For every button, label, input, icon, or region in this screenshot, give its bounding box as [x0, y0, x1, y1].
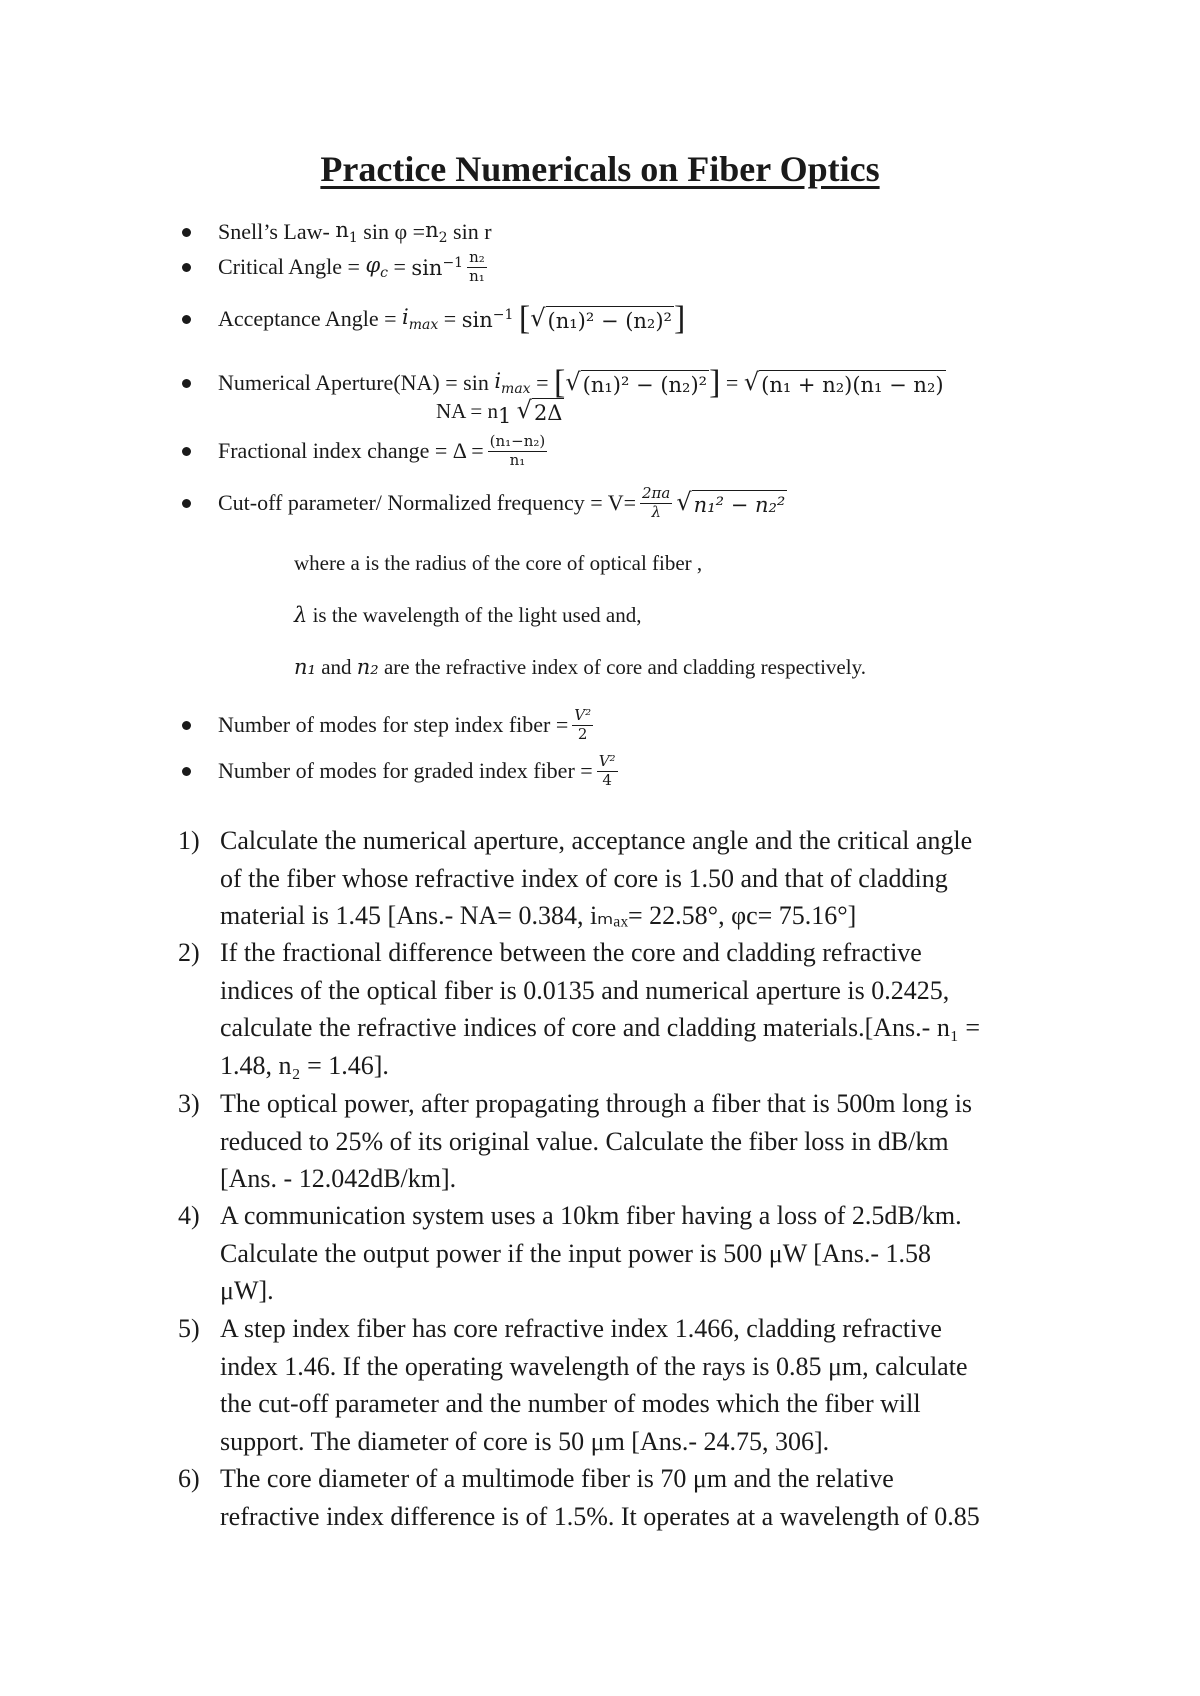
bullet-icon — [182, 228, 191, 237]
formula-cutoff-parameter — [218, 486, 787, 521]
cutoff-den: λ — [651, 502, 661, 521]
critical-label: Critical Angle = — [218, 254, 360, 280]
formula-step-modes — [218, 708, 597, 743]
snell-mid: sin φ = — [363, 219, 426, 245]
question-text: Calculate the numerical aperture, acceptance angle and the critical angle of the fiber whose refractive index of core is 1.50 and that of cladding material is 1.45 [Ans.- NA= 0.384, iₘₐₓ= 22.58°, φc= 75.16°] — [220, 826, 973, 930]
na2-lhs-sub: 1 — [498, 404, 512, 429]
question-number: 6) — [178, 1464, 200, 1493]
bullet-icon — [182, 721, 191, 730]
cutoff-num: 2πa — [642, 484, 671, 502]
bullet-icon — [182, 263, 191, 272]
question-text: If the fractional difference between the core and cladding refractive indices of the optical fiber is 0.0135 and numerical aperture is 0.2425, calculate the refractive indices of core and cladding materials.[Ans.- n₁ = 1.48, n₂ = 1.46]. — [220, 938, 981, 1080]
na-radicand2: (n₁ + n₂)(n₁ − n₂) — [759, 370, 945, 397]
cutoff-fraction — [640, 486, 672, 521]
acceptance-fn: sin — [461, 307, 493, 332]
na2-lhs: NA = n — [436, 399, 499, 423]
acceptance-fn-sup: −1 — [492, 306, 514, 323]
critical-sym-sub: c — [380, 265, 388, 282]
note-and: and — [321, 655, 352, 679]
na-sym-sub: max — [501, 381, 531, 398]
na-sqrt: √ (n₁)² − (n₂)² — [565, 367, 708, 397]
critical-fn-sup: −1 — [442, 254, 464, 271]
page-title: Practice Numericals on Fiber Optics — [320, 149, 880, 189]
critical-num: n₂ — [469, 248, 485, 266]
critical-eq: = — [393, 254, 406, 280]
snell-label: Snell’s Law- — [218, 219, 330, 245]
graded-modes-label: Number of modes for graded index fiber = — [218, 758, 593, 784]
step-modes-num: V² — [574, 706, 592, 724]
note-wavelength — [294, 603, 642, 628]
acceptance-sym: i — [402, 304, 409, 329]
graded-modes-fraction — [597, 754, 618, 789]
formula-na-delta — [436, 398, 564, 428]
fractional-label: Fractional index change = Δ = — [218, 438, 484, 464]
fractional-fraction — [488, 434, 548, 469]
question-text: A step index fiber has core refractive index 1.466, cladding refractive index 1.46. If the operating wavelength of the rays is 0.85 μm, calculate the cut-off parameter and the number of modes which the fiber will support. The diameter of core is 50 μm [Ans.- 24.75, 306]. — [220, 1314, 968, 1456]
question-number: 2) — [178, 938, 200, 967]
formula-numerical-aperture — [218, 366, 946, 400]
na2-sqrt: √ 2Δ — [516, 396, 563, 425]
acceptance-sym-sub: max — [408, 317, 439, 334]
snell-n: n — [335, 218, 349, 242]
open-bracket: [ — [518, 300, 531, 337]
snell-n-sub: 1 — [348, 230, 358, 247]
acceptance-sqrt: √ (n₁)² − (n₂)² — [530, 303, 672, 333]
acceptance-radicand: (n₁)² − (n₂)² — [546, 306, 674, 333]
bullet-icon — [182, 379, 191, 388]
acceptance-label: Acceptance Angle = — [218, 306, 397, 331]
formula-acceptance-angle — [218, 302, 685, 336]
snell-end: sin r — [453, 219, 492, 245]
na-sqrt2: √ (n₁ + n₂)(n₁ − n₂) — [743, 367, 944, 397]
question-number: 4) — [178, 1201, 200, 1230]
note-refractive-index — [294, 655, 866, 680]
note-wavelength-text: is the wavelength of the light used and, — [312, 603, 642, 627]
n2-symbol: n₂ — [356, 655, 379, 679]
bullet-icon — [182, 315, 191, 324]
cutoff-radicand: n₁² − n₂² — [692, 490, 788, 517]
formula-snell — [218, 218, 492, 246]
critical-sym: φ — [365, 253, 381, 278]
graded-modes-den: 4 — [602, 770, 612, 789]
cutoff-sqrt: √ n₁² − n₂² — [676, 487, 786, 517]
bullet-icon — [182, 499, 191, 508]
acceptance-eq: = — [443, 306, 457, 331]
na-eq: = — [536, 370, 549, 395]
step-modes-den: 2 — [577, 724, 588, 743]
critical-den: n₁ — [469, 266, 485, 285]
na-label: Numerical Aperture(NA) = sin — [218, 370, 489, 395]
critical-fraction — [467, 250, 487, 285]
lambda-symbol: λ — [294, 603, 308, 627]
graded-modes-num: V² — [598, 752, 616, 770]
question-text: The optical power, after propagating through a fiber that is 500m long is reduced to 25% of its original value. Calculate the fiber loss in dB/km [Ans. - 12.042dB/km]. — [220, 1089, 973, 1193]
na-radicand: (n₁)² − (n₂)² — [581, 370, 709, 397]
fractional-den: n₁ — [509, 450, 526, 469]
question-number: 5) — [178, 1314, 200, 1343]
question-text: The core diameter of a multimode fiber is 70 μm and the relative refractive index difference is of 1.5%. It operates at a wavelength of 0.85 — [220, 1464, 980, 1531]
note-radius: where a is the radius of the core of optical fiber , — [294, 551, 703, 575]
na-sym: i — [494, 368, 502, 393]
question-number: 1) — [178, 826, 200, 855]
formula-critical-angle — [218, 250, 491, 285]
open-bracket: [ — [554, 364, 566, 401]
question-text: A communication system uses a 10km fiber having a loss of 2.5dB/km. Calculate the output power if the input power is 500 μW [Ans.- 1.58 μW]. — [220, 1201, 962, 1305]
question-number: 3) — [178, 1089, 200, 1118]
cutoff-label: Cut-off parameter/ Normalized frequency = V= — [218, 490, 637, 516]
na2-radicand: 2Δ — [532, 398, 565, 425]
step-modes-fraction — [572, 708, 593, 743]
close-bracket: ] — [709, 364, 721, 401]
snell-n2: n — [425, 218, 439, 242]
na-eq2: = — [725, 370, 739, 395]
bullet-icon — [182, 767, 191, 776]
critical-fn: sin — [411, 255, 443, 280]
close-bracket: ] — [673, 300, 686, 337]
bullet-icon — [182, 447, 191, 456]
formula-fractional-index — [218, 434, 551, 469]
snell-n2-sub: 2 — [438, 230, 448, 247]
fractional-num: (n₁−n₂) — [489, 432, 546, 450]
step-modes-label: Number of modes for step index fiber = — [218, 712, 569, 738]
formula-graded-modes — [218, 754, 622, 789]
n1-symbol: n₁ — [294, 655, 316, 679]
note-refractive-text: are the refractive index of core and cladding respectively. — [383, 655, 866, 679]
